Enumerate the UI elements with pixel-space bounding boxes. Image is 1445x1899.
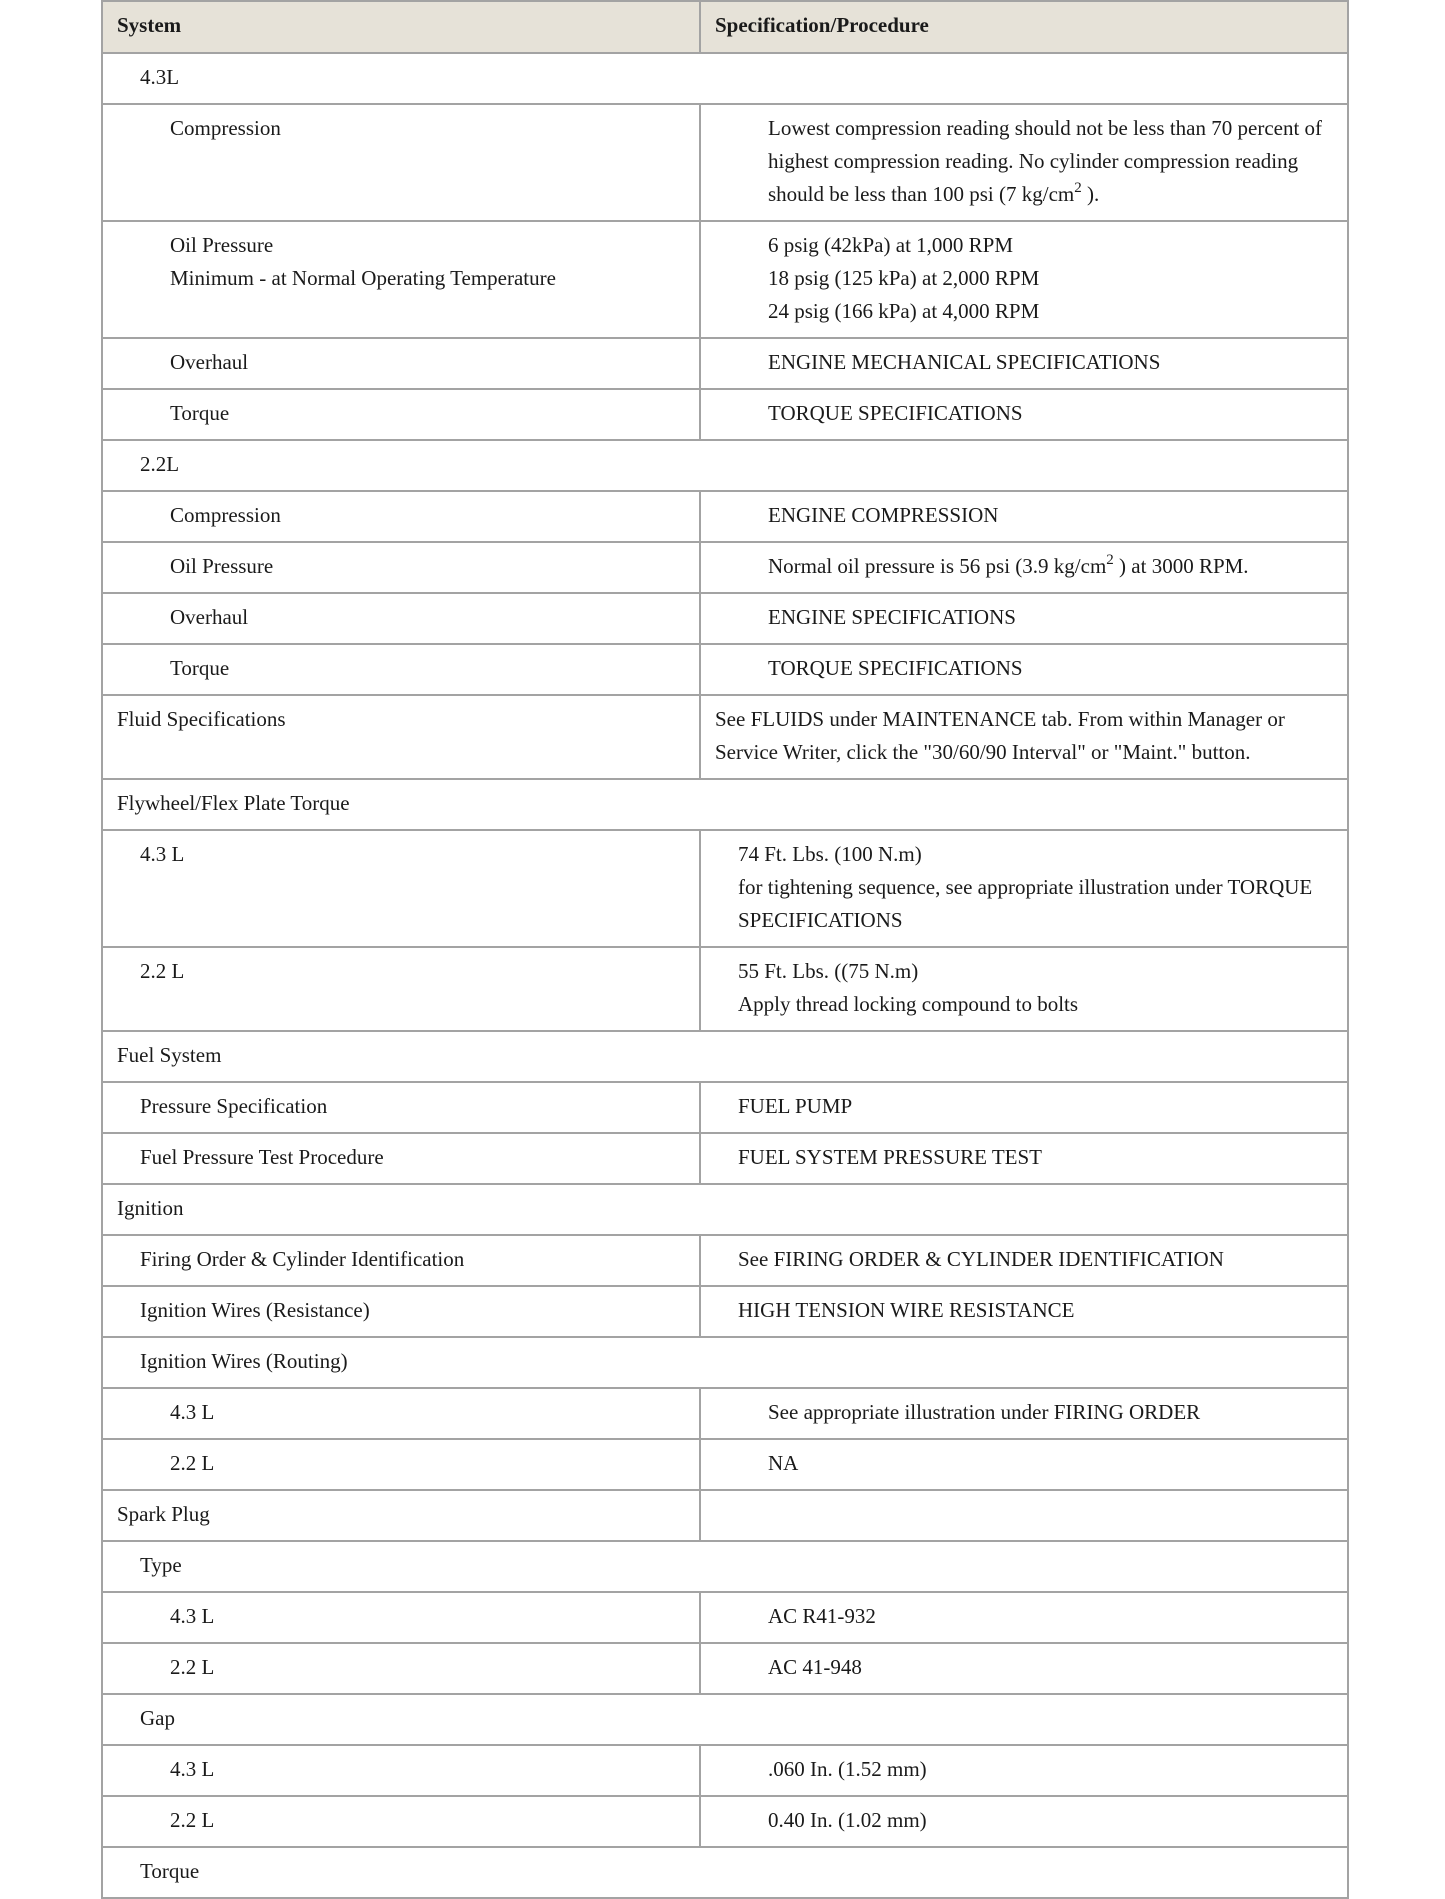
specification-cell	[700, 221, 1348, 338]
header-system: System	[102, 1, 700, 53]
specification-cell: AC 41-948	[700, 1643, 1348, 1694]
table-row	[102, 440, 1348, 491]
table-row	[102, 644, 1348, 695]
system-cell: Compression	[102, 491, 700, 542]
table-row	[102, 542, 1348, 593]
system-cell: Torque	[102, 1847, 1348, 1898]
specification-line: for tightening sequence, see appropriate illustration under TORQUE SPECIFICATIONS	[738, 875, 1313, 932]
specification-cell: AC R41-932	[700, 1592, 1348, 1643]
specification-text: ).	[1081, 182, 1100, 206]
system-line: Minimum - at Normal Operating Temperature	[170, 266, 556, 290]
table-row	[102, 779, 1348, 830]
specification-cell: 0.40 In. (1.02 mm)	[700, 1796, 1348, 1847]
table-row	[102, 104, 1348, 221]
specifications-table	[101, 0, 1349, 1899]
table-row	[102, 1694, 1348, 1745]
specification-cell	[700, 104, 1348, 221]
specification-cell: ENGINE COMPRESSION	[700, 491, 1348, 542]
table-row	[102, 695, 1348, 779]
specification-cell: TORQUE SPECIFICATIONS	[700, 644, 1348, 695]
table-row	[102, 1541, 1348, 1592]
system-cell: 4.3 L	[102, 1745, 700, 1796]
system-cell: Torque	[102, 644, 700, 695]
specification-cell	[700, 830, 1348, 947]
specification-text: Lowest compression reading should not be less than 70 percent of highest compression reading. No cylinder compression reading should be less than 100 psi (7 kg/cm	[768, 116, 1323, 206]
system-cell: Spark Plug	[102, 1490, 700, 1541]
specification-line: 55 Ft. Lbs. ((75 N.m)	[738, 959, 919, 983]
header-specification: Specification/Procedure	[700, 1, 1348, 53]
specification-line: 24 psig (166 kPa) at 4,000 RPM	[768, 299, 1040, 323]
table-row	[102, 1235, 1348, 1286]
system-cell: Compression	[102, 104, 700, 221]
table-row	[102, 1133, 1348, 1184]
table-row	[102, 1031, 1348, 1082]
system-cell: Flywheel/Flex Plate Torque	[102, 779, 1348, 830]
system-cell: Ignition	[102, 1184, 1348, 1235]
header-row	[102, 1, 1348, 53]
specification-cell: FUEL SYSTEM PRESSURE TEST	[700, 1133, 1348, 1184]
table-row	[102, 338, 1348, 389]
specification-cell: NA	[700, 1439, 1348, 1490]
specification-line: 6 psig (42kPa) at 1,000 RPM	[768, 233, 1014, 257]
system-cell: 2.2 L	[102, 1439, 700, 1490]
system-cell: Ignition Wires (Resistance)	[102, 1286, 700, 1337]
system-cell: Firing Order & Cylinder Identification	[102, 1235, 700, 1286]
specification-text: Normal oil pressure is 56 psi (3.9 kg/cm	[768, 554, 1107, 578]
specification-cell: .060 In. (1.52 mm)	[700, 1745, 1348, 1796]
specification-cell: See FIRING ORDER & CYLINDER IDENTIFICATION	[700, 1235, 1348, 1286]
system-cell: Fuel Pressure Test Procedure	[102, 1133, 700, 1184]
table-row	[102, 1643, 1348, 1694]
table-row	[102, 1439, 1348, 1490]
table-row	[102, 1082, 1348, 1133]
table-row	[102, 1847, 1348, 1898]
system-cell: 4.3L	[102, 53, 1348, 104]
specification-cell	[700, 1490, 1348, 1541]
specification-cell: See FLUIDS under MAINTENANCE tab. From within Manager or Service Writer, click the "30/60/90 Interval" or "Maint." button.	[700, 695, 1348, 779]
system-cell	[102, 221, 700, 338]
specification-cell	[700, 947, 1348, 1031]
system-cell: 2.2L	[102, 440, 1348, 491]
specification-cell: ENGINE MECHANICAL SPECIFICATIONS	[700, 338, 1348, 389]
specification-cell: FUEL PUMP	[700, 1082, 1348, 1133]
superscript: 2	[1106, 552, 1114, 568]
system-cell: Torque	[102, 389, 700, 440]
system-cell: 2.2 L	[102, 947, 700, 1031]
table-row	[102, 947, 1348, 1031]
system-cell: Gap	[102, 1694, 1348, 1745]
system-cell: 4.3 L	[102, 1388, 700, 1439]
specification-cell: See appropriate illustration under FIRING ORDER	[700, 1388, 1348, 1439]
system-cell: 2.2 L	[102, 1796, 700, 1847]
system-cell: 2.2 L	[102, 1643, 700, 1694]
table-row	[102, 1286, 1348, 1337]
system-cell: 4.3 L	[102, 1592, 700, 1643]
table-row	[102, 1490, 1348, 1541]
system-cell: Oil Pressure	[102, 542, 700, 593]
system-cell: Ignition Wires (Routing)	[102, 1337, 1348, 1388]
specification-cell	[700, 542, 1348, 593]
specification-line: 74 Ft. Lbs. (100 N.m)	[738, 842, 922, 866]
table-row	[102, 593, 1348, 644]
system-cell: Overhaul	[102, 338, 700, 389]
specification-cell: ENGINE SPECIFICATIONS	[700, 593, 1348, 644]
table-row	[102, 830, 1348, 947]
table-row	[102, 1337, 1348, 1388]
system-cell: Type	[102, 1541, 1348, 1592]
specification-cell: TORQUE SPECIFICATIONS	[700, 389, 1348, 440]
system-cell: Overhaul	[102, 593, 700, 644]
table-row	[102, 53, 1348, 104]
specification-line: Apply thread locking compound to bolts	[738, 992, 1079, 1016]
system-line: Oil Pressure	[170, 233, 274, 257]
table-header	[102, 1, 1348, 53]
superscript: 2	[1074, 180, 1082, 196]
table-row	[102, 389, 1348, 440]
system-cell: 4.3 L	[102, 830, 700, 947]
specification-line: 18 psig (125 kPa) at 2,000 RPM	[768, 266, 1040, 290]
table-row	[102, 491, 1348, 542]
table-row	[102, 1796, 1348, 1847]
table-row	[102, 221, 1348, 338]
table-body	[102, 53, 1348, 1898]
system-cell: Fluid Specifications	[102, 695, 700, 779]
specification-text: ) at 3000 RPM.	[1113, 554, 1249, 578]
system-cell: Pressure Specification	[102, 1082, 700, 1133]
table-row	[102, 1388, 1348, 1439]
specification-cell: HIGH TENSION WIRE RESISTANCE	[700, 1286, 1348, 1337]
table-row	[102, 1592, 1348, 1643]
system-cell: Fuel System	[102, 1031, 1348, 1082]
table-row	[102, 1745, 1348, 1796]
table-row	[102, 1184, 1348, 1235]
